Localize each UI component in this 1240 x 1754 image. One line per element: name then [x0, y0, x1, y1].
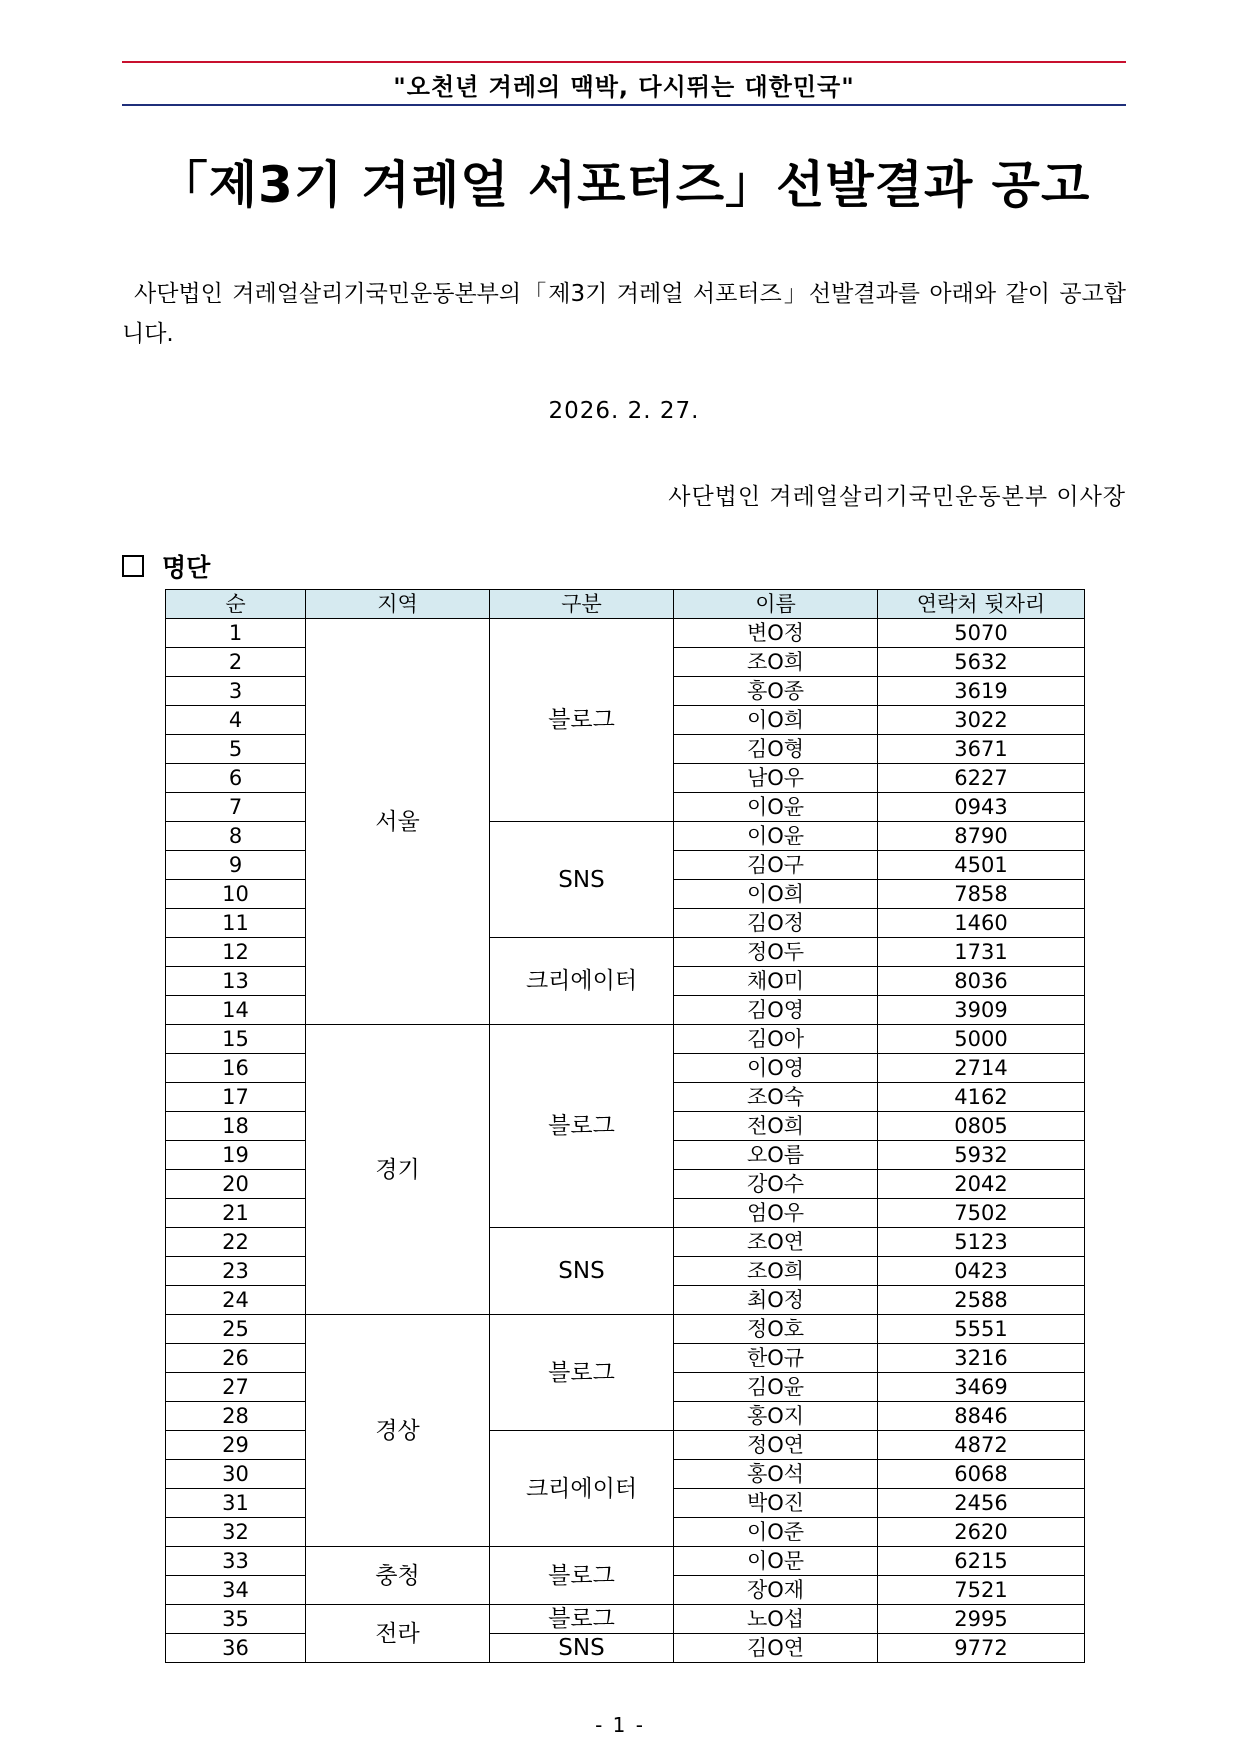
cell-no: 2	[166, 648, 306, 677]
announcement-date: 2026. 2. 27.	[548, 398, 700, 424]
cell-name: 이O희	[674, 880, 878, 909]
cell-no: 5	[166, 735, 306, 764]
cell-name: 박O진	[674, 1489, 878, 1518]
cell-name: 이O영	[674, 1054, 878, 1083]
cell-name: 홍O종	[674, 677, 878, 706]
cell-phone: 2620	[878, 1518, 1085, 1547]
page-number: - 1 -	[595, 1713, 645, 1737]
cell-phone: 6068	[878, 1460, 1085, 1489]
cell-name: 오O름	[674, 1141, 878, 1170]
cell-category: SNS	[490, 1228, 674, 1315]
supporters-table	[165, 589, 1085, 1663]
table-row	[166, 1228, 1085, 1257]
cell-phone: 8036	[878, 967, 1085, 996]
cell-name: 정O연	[674, 1431, 878, 1460]
cell-no: 36	[166, 1634, 306, 1663]
cell-phone: 5632	[878, 648, 1085, 677]
cell-phone: 2588	[878, 1286, 1085, 1315]
table-row	[166, 1547, 1085, 1576]
cell-no: 29	[166, 1431, 306, 1460]
header-name: 이름	[674, 590, 878, 619]
cell-no: 17	[166, 1083, 306, 1112]
cell-no: 27	[166, 1373, 306, 1402]
section-heading	[122, 548, 210, 584]
cell-name: 정O두	[674, 938, 878, 967]
cell-no: 14	[166, 996, 306, 1025]
cell-name: 전O희	[674, 1112, 878, 1141]
cell-phone: 3619	[878, 677, 1085, 706]
cell-name: 이O준	[674, 1518, 878, 1547]
table-row	[166, 1605, 1085, 1634]
cell-name: 이O윤	[674, 793, 878, 822]
cell-name: 홍O석	[674, 1460, 878, 1489]
cell-no: 23	[166, 1257, 306, 1286]
cell-no: 1	[166, 619, 306, 648]
cell-no: 33	[166, 1547, 306, 1576]
cell-no: 6	[166, 764, 306, 793]
cell-no: 13	[166, 967, 306, 996]
cell-region: 경상	[306, 1315, 490, 1547]
slogan: "오천년 겨레의 맥박, 다시뛰는 대한민국"	[393, 73, 855, 101]
cell-phone: 7502	[878, 1199, 1085, 1228]
cell-phone: 4501	[878, 851, 1085, 880]
cell-phone: 2995	[878, 1605, 1085, 1634]
cell-name: 노O섭	[674, 1605, 878, 1634]
section-title: 명단	[162, 553, 211, 582]
blue-rule	[122, 104, 1126, 106]
cell-name: 채O미	[674, 967, 878, 996]
header-phone: 연락처 뒷자리	[878, 590, 1085, 619]
cell-no: 7	[166, 793, 306, 822]
cell-phone: 6227	[878, 764, 1085, 793]
intro-paragraph: 사단법인 겨레얼살리기국민운동본부의「제3기 겨레얼 서포터즈」선발결과를 아래와 같이 공고합니다.	[122, 281, 1126, 347]
cell-no: 31	[166, 1489, 306, 1518]
cell-phone: 4872	[878, 1431, 1085, 1460]
cell-phone: 2714	[878, 1054, 1085, 1083]
cell-name: 한O규	[674, 1344, 878, 1373]
cell-phone: 1460	[878, 909, 1085, 938]
table-body	[166, 619, 1085, 1663]
cell-region: 경기	[306, 1025, 490, 1315]
red-rule	[122, 61, 1126, 63]
cell-name: 강O수	[674, 1170, 878, 1199]
cell-name: 김O아	[674, 1025, 878, 1054]
cell-no: 4	[166, 706, 306, 735]
cell-no: 3	[166, 677, 306, 706]
table-row	[166, 1634, 1085, 1663]
cell-no: 18	[166, 1112, 306, 1141]
issuer: 사단법인 겨레얼살리기국민운동본부 이사장	[668, 484, 1126, 510]
cell-no: 22	[166, 1228, 306, 1257]
cell-phone: 7521	[878, 1576, 1085, 1605]
cell-phone: 3671	[878, 735, 1085, 764]
cell-no: 8	[166, 822, 306, 851]
cell-no: 28	[166, 1402, 306, 1431]
cell-no: 10	[166, 880, 306, 909]
cell-name: 김O영	[674, 996, 878, 1025]
cell-name: 장O재	[674, 1576, 878, 1605]
cell-phone: 0423	[878, 1257, 1085, 1286]
cell-no: 19	[166, 1141, 306, 1170]
cell-name: 이O윤	[674, 822, 878, 851]
cell-region: 서울	[306, 619, 490, 1025]
cell-phone: 3909	[878, 996, 1085, 1025]
cell-name: 김O구	[674, 851, 878, 880]
cell-phone: 2456	[878, 1489, 1085, 1518]
cell-phone: 3469	[878, 1373, 1085, 1402]
cell-no: 20	[166, 1170, 306, 1199]
cell-name: 김O정	[674, 909, 878, 938]
cell-category: 블로그	[490, 1605, 674, 1634]
cell-name: 조O희	[674, 1257, 878, 1286]
table-row	[166, 822, 1085, 851]
table-row	[166, 619, 1085, 648]
table-header-row	[166, 590, 1085, 619]
cell-no: 24	[166, 1286, 306, 1315]
slogan-bar	[122, 61, 1126, 107]
cell-no: 30	[166, 1460, 306, 1489]
cell-no: 32	[166, 1518, 306, 1547]
table-row	[166, 938, 1085, 967]
cell-name: 조O희	[674, 648, 878, 677]
cell-region: 충청	[306, 1547, 490, 1605]
cell-name: 최O정	[674, 1286, 878, 1315]
header-no: 순	[166, 590, 306, 619]
cell-no: 26	[166, 1344, 306, 1373]
cell-category: 블로그	[490, 619, 674, 822]
cell-no: 9	[166, 851, 306, 880]
cell-phone: 5932	[878, 1141, 1085, 1170]
cell-phone: 0805	[878, 1112, 1085, 1141]
cell-region: 전라	[306, 1605, 490, 1663]
cell-phone: 4162	[878, 1083, 1085, 1112]
cell-name: 김O형	[674, 735, 878, 764]
cell-phone: 8790	[878, 822, 1085, 851]
cell-category: 블로그	[490, 1547, 674, 1605]
table-row	[166, 1315, 1085, 1344]
cell-category: 블로그	[490, 1315, 674, 1431]
cell-no: 11	[166, 909, 306, 938]
cell-name: 조O연	[674, 1228, 878, 1257]
cell-no: 25	[166, 1315, 306, 1344]
cell-phone: 2042	[878, 1170, 1085, 1199]
cell-name: 엄O우	[674, 1199, 878, 1228]
cell-no: 35	[166, 1605, 306, 1634]
cell-name: 조O숙	[674, 1083, 878, 1112]
cell-phone: 3022	[878, 706, 1085, 735]
cell-name: 이O문	[674, 1547, 878, 1576]
table-row	[166, 1431, 1085, 1460]
cell-name: 남O우	[674, 764, 878, 793]
cell-phone: 9772	[878, 1634, 1085, 1663]
cell-phone: 0943	[878, 793, 1085, 822]
document-title: 「제3기 겨레얼 서포터즈」선발결과 공고	[157, 156, 1091, 214]
cell-no: 34	[166, 1576, 306, 1605]
cell-name: 정O호	[674, 1315, 878, 1344]
cell-category: SNS	[490, 1634, 674, 1663]
cell-phone: 5000	[878, 1025, 1085, 1054]
header-region: 지역	[306, 590, 490, 619]
cell-category: SNS	[490, 822, 674, 938]
cell-phone: 5123	[878, 1228, 1085, 1257]
cell-category: 블로그	[490, 1025, 674, 1228]
cell-phone: 7858	[878, 880, 1085, 909]
cell-phone: 8846	[878, 1402, 1085, 1431]
cell-category: 크리에이터	[490, 1431, 674, 1547]
table-row	[166, 1025, 1085, 1054]
cell-no: 16	[166, 1054, 306, 1083]
cell-phone: 5070	[878, 619, 1085, 648]
header-category: 구분	[490, 590, 674, 619]
cell-name: 김O연	[674, 1634, 878, 1663]
cell-phone: 3216	[878, 1344, 1085, 1373]
cell-phone: 6215	[878, 1547, 1085, 1576]
cell-name: 홍O지	[674, 1402, 878, 1431]
cell-no: 12	[166, 938, 306, 967]
cell-name: 이O희	[674, 706, 878, 735]
cell-phone: 5551	[878, 1315, 1085, 1344]
cell-phone: 1731	[878, 938, 1085, 967]
cell-category: 크리에이터	[490, 938, 674, 1025]
cell-name: 변O정	[674, 619, 878, 648]
checkbox-icon	[122, 555, 144, 577]
cell-name: 김O윤	[674, 1373, 878, 1402]
cell-no: 21	[166, 1199, 306, 1228]
cell-no: 15	[166, 1025, 306, 1054]
